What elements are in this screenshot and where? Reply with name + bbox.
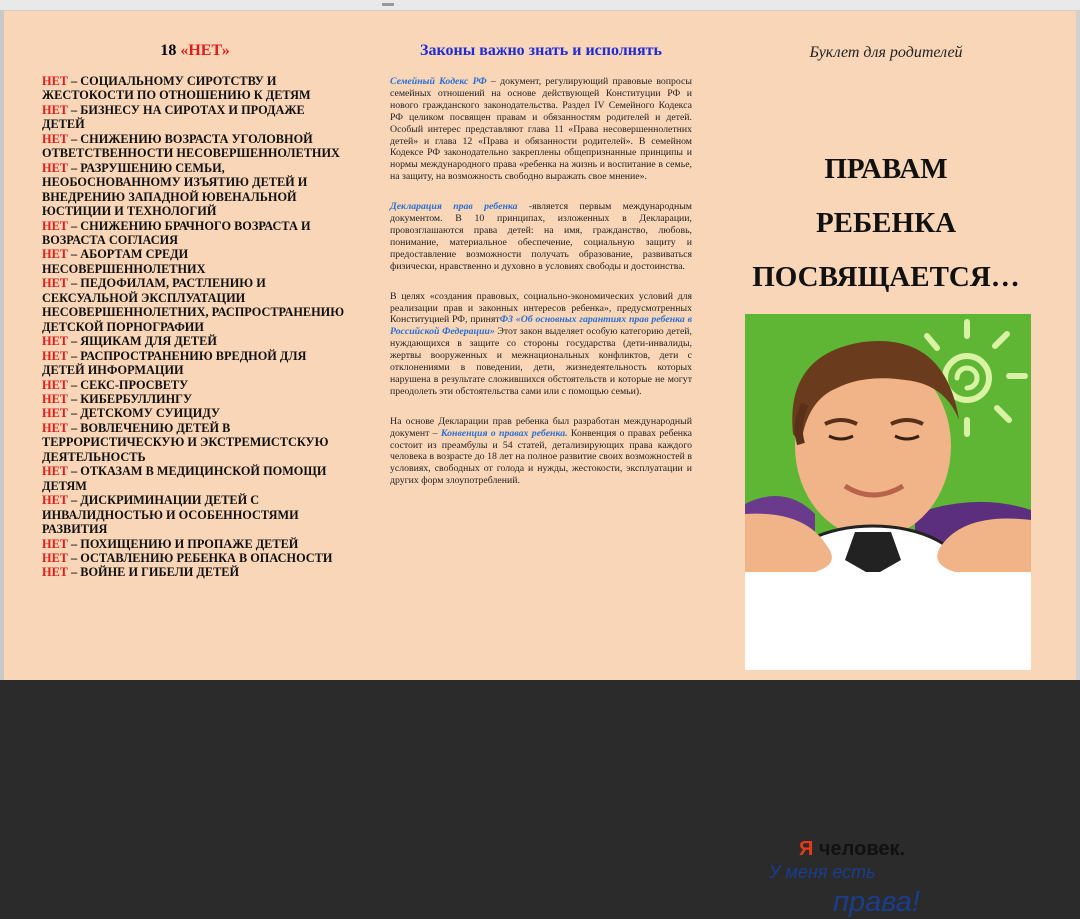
- title-number: 18: [160, 42, 177, 59]
- caption-line-2: У меня есть: [769, 862, 876, 882]
- title-net: «НЕТ»: [180, 42, 230, 59]
- net-item-text: – ВОВЛЕЧЕНИЮ ДЕТЕЙ В ТЕРРОРИСТИЧЕСКУЮ И ЭКСТРЕМИСТСКУЮ ДЕЯТЕЛЬНОСТЬ: [42, 420, 329, 464]
- family-code-text: – документ, регулирующий правовые вопросы семейных отношений на основе действующей Конституции РФ и нового гражданского законодательства. Раздел IV Семейного Кодекса РФ целиком посвящен правам и обязанностям родителей и детей. Особый интерес представляют глава 11 «Права несовершеннолетних детей» и глава 12 «Права и обязанности родителей». В семейном Кодексе РФ законодательно закреплены общепризнанные принципы и нормы международного права «ребенка на жизнь и воспитание в семье, на защиту, на возможность свободно выражать свое мнение».: [390, 76, 692, 183]
- convention-pre: На основе Декларации прав ребенка был разработан международный документ –: [390, 415, 692, 439]
- booklet-subtitle: Буклет для родителей: [809, 44, 963, 61]
- net-label: НЕТ: [42, 493, 68, 508]
- net-item-text: – ВОЙНЕ И ГИБЕЛИ ДЕТЕЙ: [67, 565, 240, 580]
- net-item: [42, 421, 348, 464]
- federal-law-link: ФЗ «Об основных гарантиях прав ребенка в Российской Федерации»: [390, 314, 692, 338]
- net-item: [42, 493, 348, 536]
- net-item-text: – БИЗНЕСУ НА СИРОТАХ И ПРОДАЖЕ ДЕТЕЙ: [42, 102, 305, 132]
- net-item-text: – ДИСКРИМИНАЦИИ ДЕТЕЙ С ИНВАЛИДНОСТЬЮ И ОСОБЕННОСТЯМИ РАЗВИТИЯ: [42, 493, 299, 537]
- booklet-headline: [736, 142, 1036, 304]
- ruler-marker: [382, 3, 394, 6]
- net-item-text: – ОСТАВЛЕНИЮ РЕБЕНКА В ОПАСНОСТИ: [67, 550, 333, 565]
- net-item-text: – СНИЖЕНИЮ ВОЗРАСТА УГОЛОВНОЙ ОТВЕТСТВЕННОСТИ НЕСОВЕРШЕННОЛЕТНИХ: [42, 131, 340, 161]
- net-item: [42, 219, 348, 248]
- federal-law-pre: В целях «создания правовых, социально-экономических условий для реализации прав и законных интересов ребенка», предусмотренных Конституцией РФ, принят: [390, 290, 692, 326]
- boy-with-ball-photo: [745, 314, 1031, 918]
- net-item-text: – АБОРТАМ СРЕДИ НЕСОВЕРШЕННОЛЕТНИХ: [42, 247, 206, 276]
- net-item: [42, 276, 348, 334]
- net-item: [42, 349, 348, 378]
- net-label: НЕТ: [42, 550, 68, 565]
- net-item: [42, 537, 348, 551]
- convention-link: Конвенция о правах ребенка.: [440, 427, 568, 439]
- right-edge: [1076, 10, 1080, 680]
- net-label: НЕТ: [42, 102, 68, 117]
- caption-line-3: права!: [833, 886, 920, 918]
- net-item: [42, 132, 348, 161]
- net-label: НЕТ: [42, 131, 68, 146]
- federal-law-paragraph: [390, 291, 692, 398]
- net-item: [42, 334, 348, 348]
- net-label: НЕТ: [42, 334, 68, 349]
- left-column: [42, 42, 348, 580]
- net-label: НЕТ: [42, 348, 68, 363]
- declaration-lead: Декларация прав ребенка: [390, 201, 518, 213]
- left-edge: [0, 10, 4, 680]
- net-list: [42, 74, 348, 580]
- declaration-paragraph: [390, 201, 692, 272]
- net-label: НЕТ: [42, 464, 68, 479]
- caption-panel: [745, 572, 1031, 918]
- declaration-text: -является первым международным документом. В 10 принципах, изложенных в Декларации, провозглашаются права детей: на имя, гражданство, любовь, понимание, материальное обеспечение, социальную защиту и предоставление возможности получать образование, развиваться физически, нравственно и духовно в условиях свободы и достоинства.: [390, 201, 693, 272]
- net-label: НЕТ: [42, 74, 68, 88]
- net-label: НЕТ: [42, 536, 68, 551]
- net-label: НЕТ: [42, 391, 68, 406]
- headline-line-1: ПРАВАМ: [824, 153, 948, 185]
- net-item-text: – ЯЩИКАМ ДЛЯ ДЕТЕЙ: [67, 334, 217, 349]
- net-label: НЕТ: [42, 247, 68, 262]
- net-item: [42, 378, 348, 392]
- net-item: [42, 161, 348, 219]
- middle-column: [390, 42, 692, 505]
- convention-paragraph: [390, 416, 692, 487]
- net-item-text: – ПОХИЩЕНИЮ И ПРОПАЖЕ ДЕТЕЙ: [67, 536, 299, 551]
- net-label: НЕТ: [42, 565, 68, 580]
- net-item: [42, 103, 348, 132]
- net-item: [42, 565, 348, 579]
- net-item: [42, 464, 348, 493]
- convention-post: Конвенция о правах ребенка состоит из преамбулы и 54 статей, детализирующих права каждого человека в возрасте до 18 лет на полное развитие своих возможностей в условиях, свободных от голода и нужды, жестокости, эксплуатации и других форм злоупотреблений.: [390, 427, 692, 487]
- net-item-text: – ДЕТСКОМУ СУИЦИДУ: [67, 406, 220, 421]
- net-item: [42, 551, 348, 565]
- net-item-text: – СОЦИАЛЬНОМУ СИРОТСТВУ И ЖЕСТОКОСТИ ПО ОТНОШЕНИЮ К ДЕТЯМ: [42, 74, 311, 103]
- net-label: НЕТ: [42, 377, 68, 392]
- left-column-title: [42, 42, 348, 60]
- caption-line-1: [799, 838, 905, 861]
- net-label: НЕТ: [42, 406, 68, 421]
- net-item-text: – ПЕДОФИЛАМ, РАСТЛЕНИЮ И СЕКСУАЛЬНОЙ ЭКСПЛУАТАЦИИ НЕСОВЕРШЕННОЛЕТНИХ, РАСПРОСТРАНЕНИЮ ДЕТСКОЙ ПОРНОГРАФИИ: [42, 276, 345, 334]
- right-column: [736, 44, 1036, 918]
- headline-line-2: РЕБЕНКА: [815, 207, 957, 239]
- net-item: [42, 406, 348, 420]
- family-code-lead: Семейный Кодекс РФ: [390, 76, 487, 87]
- net-item-text: – КИБЕРБУЛЛИНГУ: [67, 391, 192, 406]
- family-code-paragraph: [390, 76, 692, 183]
- net-label: НЕТ: [42, 420, 68, 435]
- net-item: [42, 392, 348, 406]
- net-label: НЕТ: [42, 218, 68, 233]
- document-top-edge: [0, 0, 1080, 11]
- net-item-text: – ОТКАЗАМ В МЕДИЦИНСКОЙ ПОМОЩИ ДЕТЯМ: [42, 464, 327, 493]
- net-item: [42, 247, 348, 276]
- federal-law-post: Этот закон выделяет особую категорию детей, нуждающихся в защите со стороны государства (дети-инвалиды, жертвы вооруженных и межнациональных конфликтов, дети с отклонениями в поведении, дети, жизнедеятельность которых нарушена в результате сложившихся обстоятельств и которые не могут преодолеть эти обстоятельства сами или с помощью семьи).: [390, 326, 692, 397]
- net-item-text: – РАЗРУШЕНИЮ СЕМЬИ, НЕОБОСНОВАННОМУ ИЗЪЯТИЮ ДЕТЕЙ И ВНЕДРЕНИЮ ЗАПАДНОЙ ЮВЕНАЛЬНОЙ ЮСТИЦИИ И ТЕХНОЛОГИЙ: [42, 160, 308, 219]
- caption-ya: Я: [799, 838, 814, 860]
- headline-line-3: ПОСВЯЩАЕТСЯ…: [752, 261, 1020, 293]
- caption-chelovek: человек.: [813, 838, 906, 860]
- net-item-text: – РАСПРОСТРАНЕНИЮ ВРЕДНОЙ ДЛЯ ДЕТЕЙ ИНФОРМАЦИИ: [42, 348, 307, 378]
- middle-column-title: Законы важно знать и исполнять: [420, 42, 662, 59]
- net-label: НЕТ: [42, 160, 68, 175]
- net-label: НЕТ: [42, 276, 68, 291]
- net-item: [42, 74, 348, 103]
- net-item-text: – СНИЖЕНИЮ БРАЧНОГО ВОЗРАСТА И ВОЗРАСТА СОГЛАСИЯ: [42, 218, 311, 247]
- net-item-text: – СЕКС-ПРОСВЕТУ: [67, 377, 189, 392]
